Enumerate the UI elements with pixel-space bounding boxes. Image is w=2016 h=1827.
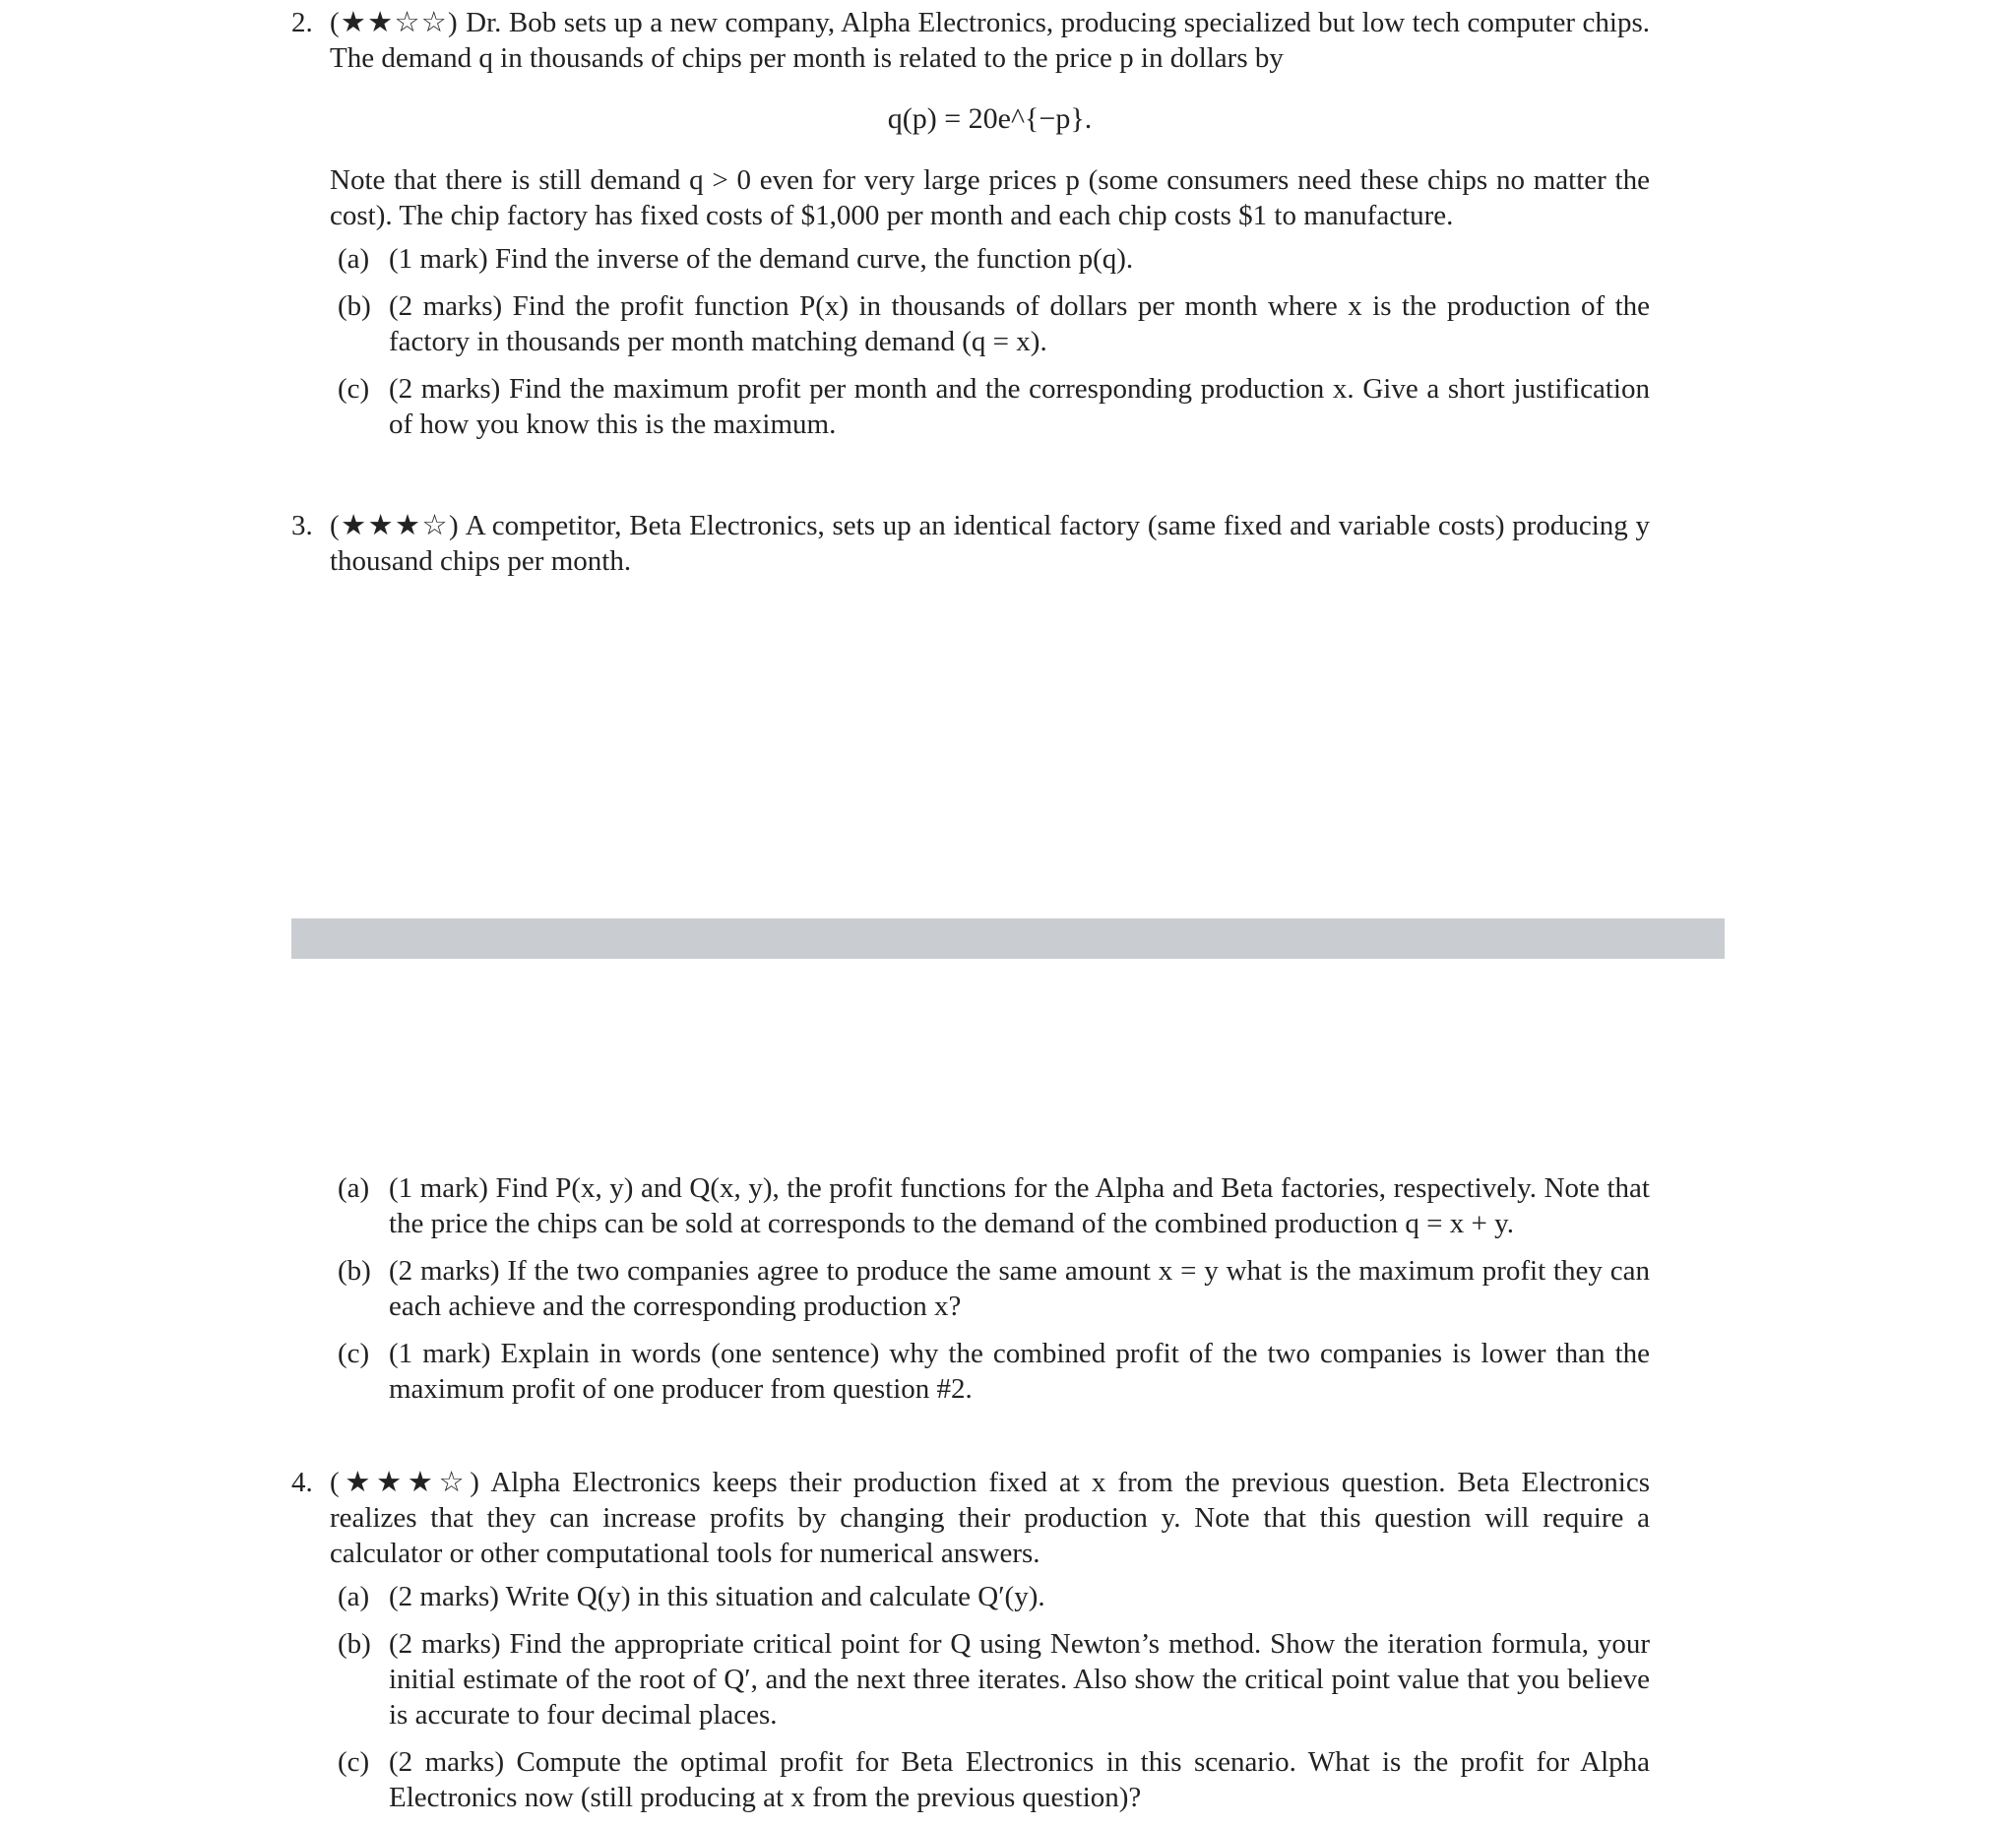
part-c <box>338 1744 1650 1815</box>
intro-text: Dr. Bob sets up a new company, Alpha Electronics, producing specialized but low tech computer chips. The demand q in thousands of chips per month is related to the price p in dollars by <box>330 7 1650 74</box>
part-a <box>338 1170 1650 1241</box>
intro-text: A competitor, Beta Electronics, sets up an identical factory (same fixed and variable costs) producing y thousand chips per month. <box>330 510 1650 577</box>
page-separator-bar <box>291 918 1725 959</box>
part-label: (a) <box>338 243 370 275</box>
part-text: (1 mark) Find the inverse of the demand curve, the function p(q). <box>389 243 1134 275</box>
problem-body <box>330 5 1650 442</box>
part-a <box>338 1579 1650 1614</box>
problem-3-intro <box>291 508 1650 579</box>
part-label: (b) <box>338 1628 371 1660</box>
problem-number: 2. <box>291 7 313 38</box>
part-label: (a) <box>338 1581 370 1612</box>
problem-number: 4. <box>291 1467 313 1498</box>
demand-equation: q(p) = 20e^{−p}. <box>887 102 1093 135</box>
difficulty-rating: (★★☆☆) <box>330 7 459 38</box>
part-b <box>338 288 1650 359</box>
problem-3-parts <box>291 1170 1650 1418</box>
part-label: (c) <box>338 373 370 405</box>
part-b <box>338 1626 1650 1732</box>
problem-note: Note that there is still demand q > 0 even for very large prices p (some consumers need these chips no matter the cost). The chip factory has fixed costs of $1,000 per month and each chip costs $1 to manufacture. <box>330 164 1650 231</box>
part-c <box>338 1336 1650 1407</box>
part-a <box>338 241 1650 277</box>
difficulty-rating: (★★★☆) <box>330 1467 480 1498</box>
problem-body <box>330 508 1650 579</box>
part-text: (2 marks) If the two companies agree to produce the same amount x = y what is the maximum profit they can each achieve and the corresponding production x? <box>389 1255 1650 1322</box>
parts-list <box>330 241 1650 442</box>
intro-text: Alpha Electronics keeps their production fixed at x from the previous question. Beta Electronics realizes that they can increase profits by changing their production y. Note that this question will require a calculator or other computational tools for numerical answers. <box>330 1467 1650 1569</box>
part-label: (c) <box>338 1746 370 1778</box>
part-text: (1 mark) Explain in words (one sentence) why the combined profit of the two companies is lower than the maximum profit of one producer from question #2. <box>389 1338 1650 1405</box>
problem-body <box>330 1170 1650 1407</box>
part-text: (2 marks) Find the maximum profit per month and the corresponding production x. Give a short justification of how you know this is the maximum. <box>389 373 1650 440</box>
part-c <box>338 371 1650 442</box>
part-text: (2 marks) Compute the optimal profit for Beta Electronics in this scenario. What is the profit for Alpha Electronics now (still producing at x from the previous question)? <box>389 1746 1650 1813</box>
problem-2 <box>291 5 1650 454</box>
part-label: (b) <box>338 290 371 322</box>
part-text: (1 mark) Find P(x, y) and Q(x, y), the profit functions for the Alpha and Beta factories, respectively. Note that the price the chips can be sold at corresponds to the demand of the combined production q = x + y. <box>389 1172 1650 1239</box>
part-b <box>338 1253 1650 1324</box>
part-text: (2 marks) Find the appropriate critical point for Q using Newton’s method. Show the iteration formula, your initial estimate of the root of Q′, and the next three iterates. Also show the critical point value that you believe is accurate to four decimal places. <box>389 1628 1650 1731</box>
difficulty-rating: (★★★☆) <box>330 510 460 541</box>
part-label: (a) <box>338 1172 370 1204</box>
problem-4 <box>291 1465 1650 1827</box>
part-text: (2 marks) Find the profit function P(x) in thousands of dollars per month where x is the production of the factory in thousands per month matching demand (q = x). <box>389 290 1650 357</box>
parts-list <box>330 1579 1650 1815</box>
parts-list <box>330 1170 1650 1407</box>
problem-intro <box>330 1465 1650 1571</box>
problem-number: 3. <box>291 510 313 541</box>
problem-intro <box>330 5 1650 76</box>
part-label: (b) <box>338 1255 371 1287</box>
problem-intro <box>330 508 1650 579</box>
part-label: (c) <box>338 1338 370 1369</box>
problem-body <box>330 1465 1650 1815</box>
part-text: (2 marks) Write Q(y) in this situation and calculate Q′(y). <box>389 1581 1045 1612</box>
